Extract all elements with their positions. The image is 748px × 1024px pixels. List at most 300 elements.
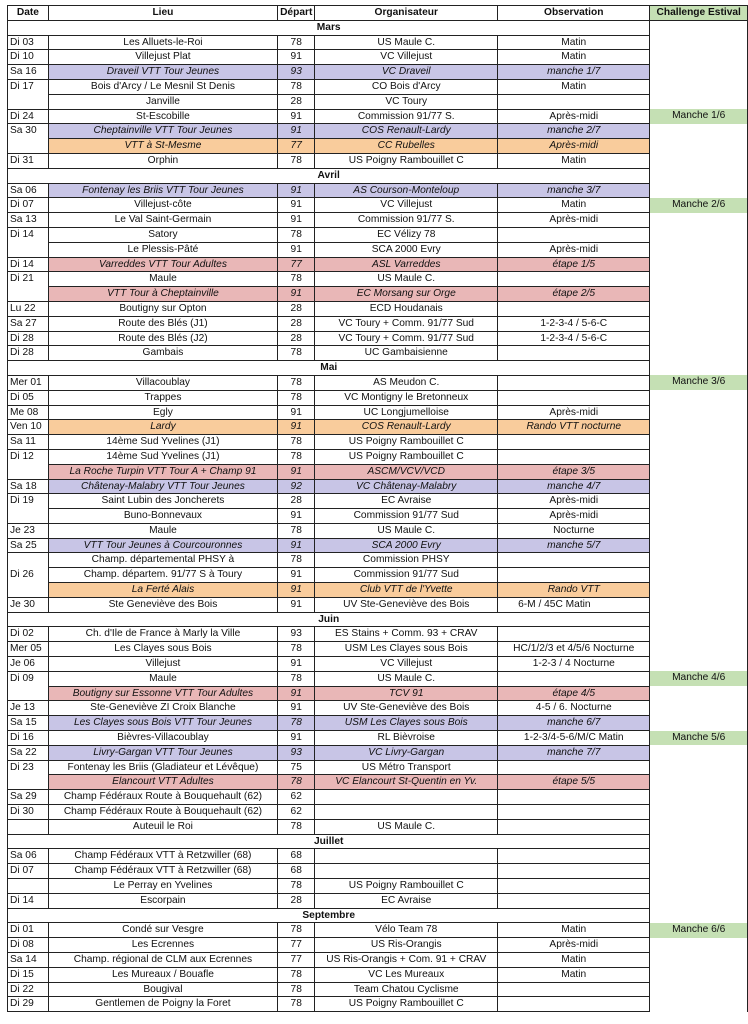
cell-challenge bbox=[650, 124, 748, 139]
cell-date: Di 24 bbox=[8, 109, 49, 124]
cell-challenge bbox=[650, 538, 748, 553]
cell-date bbox=[8, 242, 49, 257]
cell-lieu: Le Val Saint-Germain bbox=[48, 213, 277, 228]
cell-observation: manche 5/7 bbox=[498, 538, 650, 553]
cell-observation: Après-midi bbox=[498, 242, 650, 257]
cell-date bbox=[8, 553, 49, 568]
cell-lieu: Villacoublay bbox=[48, 375, 277, 390]
cell-challenge bbox=[650, 790, 748, 805]
cell-observation: Matin bbox=[498, 923, 650, 938]
cell-lieu: Les Mureaux / Bouafle bbox=[48, 967, 277, 982]
month-challenge-cell bbox=[650, 20, 748, 35]
table-row bbox=[8, 227, 748, 242]
table-row bbox=[8, 183, 748, 198]
cell-challenge: Manche 4/6 bbox=[650, 671, 748, 686]
header-challenge: Challenge Estival bbox=[650, 6, 748, 21]
cell-organisateur: Club VTT de l'Yvette bbox=[315, 583, 498, 598]
cell-lieu: Lardy bbox=[48, 420, 277, 435]
cell-lieu: Fontenay les Briis (Gladiateur et Lévêque) bbox=[48, 760, 277, 775]
month-title: Mars bbox=[8, 20, 650, 35]
cell-observation: étape 1/5 bbox=[498, 257, 650, 272]
cell-depart: 78 bbox=[278, 449, 315, 464]
cell-lieu: Champ. départemental PHSY à bbox=[48, 553, 277, 568]
month-title: Avril bbox=[8, 168, 650, 183]
cell-organisateur: VC Villejust bbox=[315, 50, 498, 65]
cell-lieu: Ch. d'Ile de France à Marly la Ville bbox=[48, 627, 277, 642]
month-row bbox=[8, 908, 748, 923]
cell-challenge bbox=[650, 553, 748, 568]
cell-lieu: Bois d'Arcy / Le Mesnil St Denis bbox=[48, 79, 277, 94]
cell-organisateur: EC Vélizy 78 bbox=[315, 227, 498, 242]
cell-depart: 28 bbox=[278, 494, 315, 509]
cell-challenge bbox=[650, 346, 748, 361]
cell-date: Sa 22 bbox=[8, 745, 49, 760]
cell-lieu: Bougival bbox=[48, 982, 277, 997]
month-title: Septembre bbox=[8, 908, 650, 923]
table-row bbox=[8, 509, 748, 524]
cell-lieu: Le Perray en Yvelines bbox=[48, 879, 277, 894]
table-row bbox=[8, 923, 748, 938]
cell-observation bbox=[498, 760, 650, 775]
cell-challenge bbox=[650, 879, 748, 894]
table-row bbox=[8, 953, 748, 968]
cell-observation: Après-midi bbox=[498, 938, 650, 953]
cell-organisateur: COS Renault-Lardy bbox=[315, 420, 498, 435]
cell-observation bbox=[498, 568, 650, 583]
cell-depart: 28 bbox=[278, 893, 315, 908]
cell-date: Me 08 bbox=[8, 405, 49, 420]
cell-organisateur: US Ris-Orangis bbox=[315, 938, 498, 953]
cell-date: Sa 13 bbox=[8, 213, 49, 228]
cell-organisateur: UC Longjumelloise bbox=[315, 405, 498, 420]
cell-date bbox=[8, 879, 49, 894]
table-row bbox=[8, 375, 748, 390]
cell-observation bbox=[498, 435, 650, 450]
cell-depart: 78 bbox=[278, 153, 315, 168]
cell-organisateur: Commission 91/77 S. bbox=[315, 213, 498, 228]
cell-depart: 78 bbox=[278, 775, 315, 790]
cell-lieu: Les Clayes sous Bois VTT Tour Jeunes bbox=[48, 716, 277, 731]
cell-challenge bbox=[650, 657, 748, 672]
cell-observation: Matin bbox=[498, 50, 650, 65]
cell-observation bbox=[498, 982, 650, 997]
cell-observation: Matin bbox=[498, 953, 650, 968]
cell-lieu: La Ferté Alais bbox=[48, 583, 277, 598]
cell-challenge bbox=[650, 716, 748, 731]
cell-challenge bbox=[650, 242, 748, 257]
cell-lieu: Orphin bbox=[48, 153, 277, 168]
table-row bbox=[8, 819, 748, 834]
cell-lieu: Villejust bbox=[48, 657, 277, 672]
table-row bbox=[8, 657, 748, 672]
month-title: Juillet bbox=[8, 834, 650, 849]
cell-organisateur: USM Les Clayes sous Bois bbox=[315, 716, 498, 731]
cell-observation: Matin bbox=[498, 198, 650, 213]
cell-date: Di 09 bbox=[8, 671, 49, 686]
cell-organisateur: Team Chatou Cyclisme bbox=[315, 982, 498, 997]
cell-challenge bbox=[650, 523, 748, 538]
cell-organisateur: VC Les Mureaux bbox=[315, 967, 498, 982]
cell-depart: 91 bbox=[278, 242, 315, 257]
table-row bbox=[8, 301, 748, 316]
cell-observation bbox=[498, 849, 650, 864]
cell-organisateur: ASCM/VCV/VCD bbox=[315, 464, 498, 479]
cell-challenge bbox=[650, 627, 748, 642]
cell-depart: 78 bbox=[278, 272, 315, 287]
cell-observation: Matin bbox=[498, 35, 650, 50]
table-row bbox=[8, 435, 748, 450]
cell-challenge bbox=[650, 997, 748, 1012]
cell-organisateur: VC Draveil bbox=[315, 65, 498, 80]
cell-challenge bbox=[650, 50, 748, 65]
cell-challenge bbox=[650, 449, 748, 464]
cell-date: Di 10 bbox=[8, 50, 49, 65]
cell-lieu: Champ Fédéraux Route à Bouquehault (62) bbox=[48, 790, 277, 805]
cell-challenge bbox=[650, 139, 748, 154]
month-challenge-cell bbox=[650, 612, 748, 627]
cell-date: Di 29 bbox=[8, 997, 49, 1012]
cell-date: Di 15 bbox=[8, 967, 49, 982]
cell-lieu: Gambais bbox=[48, 346, 277, 361]
cell-observation: Rando VTT nocturne bbox=[498, 420, 650, 435]
cell-lieu: Boutigny sur Opton bbox=[48, 301, 277, 316]
cell-date: Je 23 bbox=[8, 523, 49, 538]
cell-depart: 91 bbox=[278, 568, 315, 583]
cell-date: Lu 22 bbox=[8, 301, 49, 316]
cell-depart: 68 bbox=[278, 864, 315, 879]
cell-observation bbox=[498, 819, 650, 834]
cell-challenge bbox=[650, 953, 748, 968]
cell-depart: 91 bbox=[278, 183, 315, 198]
cell-challenge bbox=[650, 805, 748, 820]
cell-challenge bbox=[650, 982, 748, 997]
cell-depart: 91 bbox=[278, 213, 315, 228]
month-row bbox=[8, 168, 748, 183]
cell-depart: 93 bbox=[278, 627, 315, 642]
cell-organisateur: AS Courson-Monteloup bbox=[315, 183, 498, 198]
cell-lieu: Trappes bbox=[48, 390, 277, 405]
cell-challenge bbox=[650, 849, 748, 864]
cell-date: Di 28 bbox=[8, 331, 49, 346]
cell-date: Di 16 bbox=[8, 731, 49, 746]
cell-challenge bbox=[650, 819, 748, 834]
cell-observation: Après-midi bbox=[498, 109, 650, 124]
cell-challenge bbox=[650, 272, 748, 287]
cell-observation: Matin bbox=[498, 79, 650, 94]
cell-challenge bbox=[650, 227, 748, 242]
cell-observation bbox=[498, 272, 650, 287]
table-row bbox=[8, 272, 748, 287]
month-challenge-cell bbox=[650, 168, 748, 183]
table-row bbox=[8, 671, 748, 686]
cell-depart: 91 bbox=[278, 509, 315, 524]
cell-challenge bbox=[650, 509, 748, 524]
table-row bbox=[8, 94, 748, 109]
cell-observation: 1-2-3-4 / 5-6-C bbox=[498, 316, 650, 331]
cell-observation: manche 4/7 bbox=[498, 479, 650, 494]
cell-lieu: Saint Lubin des Joncherets bbox=[48, 494, 277, 509]
cell-challenge bbox=[650, 65, 748, 80]
month-title: Mai bbox=[8, 361, 650, 376]
month-challenge-cell bbox=[650, 834, 748, 849]
table-row bbox=[8, 597, 748, 612]
cell-lieu: VTT à St-Mesme bbox=[48, 139, 277, 154]
cell-observation: 1-2-3 / 4 Nocturne bbox=[498, 657, 650, 672]
cell-lieu: Champ Fédéraux Route à Bouquehault (62) bbox=[48, 805, 277, 820]
cell-lieu: Gentlemen de Poigny la Foret bbox=[48, 997, 277, 1012]
cell-observation: Après-midi bbox=[498, 213, 650, 228]
cell-challenge bbox=[650, 583, 748, 598]
cell-depart: 78 bbox=[278, 997, 315, 1012]
month-row bbox=[8, 612, 748, 627]
cell-lieu: Route des Blés (J1) bbox=[48, 316, 277, 331]
cell-lieu: VTT Tour Jeunes à Courcouronnes bbox=[48, 538, 277, 553]
cell-date: Di 19 bbox=[8, 494, 49, 509]
cell-organisateur: US Métro Transport bbox=[315, 760, 498, 775]
cell-lieu: Ste Geneviève des Bois bbox=[48, 597, 277, 612]
table-row bbox=[8, 523, 748, 538]
cell-challenge bbox=[650, 213, 748, 228]
cell-date: Sa 16 bbox=[8, 65, 49, 80]
cell-challenge bbox=[650, 35, 748, 50]
cell-lieu: Janville bbox=[48, 94, 277, 109]
table-row bbox=[8, 287, 748, 302]
cell-organisateur: UV Ste-Geneviève des Bois bbox=[315, 701, 498, 716]
cell-organisateur: VC Toury bbox=[315, 94, 498, 109]
table-row bbox=[8, 701, 748, 716]
cell-date: Sa 30 bbox=[8, 124, 49, 139]
cell-depart: 91 bbox=[278, 583, 315, 598]
cell-lieu: Draveil VTT Tour Jeunes bbox=[48, 65, 277, 80]
cell-date: Di 21 bbox=[8, 272, 49, 287]
table-row bbox=[8, 390, 748, 405]
cell-lieu: Escorpain bbox=[48, 893, 277, 908]
month-row bbox=[8, 361, 748, 376]
cell-depart: 78 bbox=[278, 923, 315, 938]
cell-challenge: Manche 3/6 bbox=[650, 375, 748, 390]
cell-depart: 78 bbox=[278, 671, 315, 686]
table-row bbox=[8, 805, 748, 820]
cell-lieu: Les Ecrennes bbox=[48, 938, 277, 953]
cell-challenge bbox=[650, 864, 748, 879]
cell-organisateur: UV Ste-Geneviève des Bois bbox=[315, 597, 498, 612]
cell-organisateur: US Poigny Rambouillet C bbox=[315, 997, 498, 1012]
cell-date: Di 31 bbox=[8, 153, 49, 168]
cell-date: Sa 25 bbox=[8, 538, 49, 553]
cell-challenge bbox=[650, 893, 748, 908]
cell-challenge bbox=[650, 494, 748, 509]
table-row bbox=[8, 139, 748, 154]
cell-organisateur: VC Villejust bbox=[315, 657, 498, 672]
table-row bbox=[8, 213, 748, 228]
cell-organisateur: VC Montigny le Bretonneux bbox=[315, 390, 498, 405]
table-row bbox=[8, 420, 748, 435]
cell-depart: 68 bbox=[278, 849, 315, 864]
cell-lieu: Cheptainville VTT Tour Jeunes bbox=[48, 124, 277, 139]
cell-depart: 91 bbox=[278, 731, 315, 746]
cell-date: Di 08 bbox=[8, 938, 49, 953]
table-row bbox=[8, 153, 748, 168]
cell-challenge bbox=[650, 597, 748, 612]
cell-date: Di 17 bbox=[8, 79, 49, 94]
table-row bbox=[8, 257, 748, 272]
cell-challenge bbox=[650, 642, 748, 657]
cell-date: Di 30 bbox=[8, 805, 49, 820]
cell-date: Ven 10 bbox=[8, 420, 49, 435]
cell-date: Di 14 bbox=[8, 893, 49, 908]
cell-organisateur: ES Stains + Comm. 93 + CRAV bbox=[315, 627, 498, 642]
month-challenge-cell bbox=[650, 361, 748, 376]
cell-lieu: Elancourt VTT Adultes bbox=[48, 775, 277, 790]
cell-organisateur bbox=[315, 790, 498, 805]
cell-depart: 28 bbox=[278, 301, 315, 316]
cell-date: Di 05 bbox=[8, 390, 49, 405]
calendar-body bbox=[8, 20, 748, 1011]
cell-depart: 93 bbox=[278, 65, 315, 80]
cell-organisateur: VC Livry-Gargan bbox=[315, 745, 498, 760]
cell-lieu: Condé sur Vesgre bbox=[48, 923, 277, 938]
cell-challenge bbox=[650, 405, 748, 420]
cell-challenge bbox=[650, 316, 748, 331]
cell-depart: 91 bbox=[278, 124, 315, 139]
cell-organisateur: RL Bièvroise bbox=[315, 731, 498, 746]
cell-observation: HC/1/2/3 et 4/5/6 Nocturne bbox=[498, 642, 650, 657]
table-row bbox=[8, 494, 748, 509]
cell-organisateur: COS Renault-Lardy bbox=[315, 124, 498, 139]
cell-observation bbox=[498, 94, 650, 109]
cell-lieu: Ste-Geneviève ZI Croix Blanche bbox=[48, 701, 277, 716]
cell-observation: 1-2-3/4-5-6/M/C Matin bbox=[498, 731, 650, 746]
cell-organisateur: UC Gambaisienne bbox=[315, 346, 498, 361]
cell-organisateur: Commission 91/77 Sud bbox=[315, 568, 498, 583]
cell-lieu: Auteuil le Roi bbox=[48, 819, 277, 834]
cell-observation bbox=[498, 805, 650, 820]
cell-organisateur: US Poigny Rambouillet C bbox=[315, 435, 498, 450]
table-row bbox=[8, 568, 748, 583]
cell-depart: 78 bbox=[278, 879, 315, 894]
table-row bbox=[8, 242, 748, 257]
cell-organisateur: CO Bois d'Arcy bbox=[315, 79, 498, 94]
cell-organisateur bbox=[315, 805, 498, 820]
cell-observation bbox=[498, 375, 650, 390]
cell-depart: 91 bbox=[278, 657, 315, 672]
cell-observation bbox=[498, 390, 650, 405]
cell-date: Sa 18 bbox=[8, 479, 49, 494]
cell-depart: 77 bbox=[278, 938, 315, 953]
table-row bbox=[8, 760, 748, 775]
table-row bbox=[8, 864, 748, 879]
cell-lieu: Maule bbox=[48, 671, 277, 686]
cell-depart: 77 bbox=[278, 953, 315, 968]
cell-date: Sa 06 bbox=[8, 849, 49, 864]
cell-depart: 78 bbox=[278, 79, 315, 94]
cell-observation bbox=[498, 346, 650, 361]
cell-observation bbox=[498, 790, 650, 805]
header-depart: Départ bbox=[278, 6, 315, 21]
header-row bbox=[8, 6, 748, 21]
calendar-table bbox=[7, 5, 748, 1012]
table-row bbox=[8, 50, 748, 65]
table-row bbox=[8, 553, 748, 568]
cell-date bbox=[8, 464, 49, 479]
month-title: Juin bbox=[8, 612, 650, 627]
cell-lieu: Champ Fédéraux VTT à Retzwiller (68) bbox=[48, 849, 277, 864]
cell-observation: manche 3/7 bbox=[498, 183, 650, 198]
cell-observation bbox=[498, 449, 650, 464]
cell-lieu: 14ème Sud Yvelines (J1) bbox=[48, 435, 277, 450]
table-row bbox=[8, 464, 748, 479]
table-row bbox=[8, 642, 748, 657]
cell-lieu: Maule bbox=[48, 272, 277, 287]
cell-lieu: Buno-Bonnevaux bbox=[48, 509, 277, 524]
cell-date: Mer 01 bbox=[8, 375, 49, 390]
table-row bbox=[8, 346, 748, 361]
cell-lieu: Le Plessis-Pâté bbox=[48, 242, 277, 257]
cell-depart: 78 bbox=[278, 523, 315, 538]
cell-lieu: Route des Blés (J2) bbox=[48, 331, 277, 346]
cell-organisateur bbox=[315, 864, 498, 879]
cell-date bbox=[8, 819, 49, 834]
cell-depart: 28 bbox=[278, 316, 315, 331]
cell-observation bbox=[498, 864, 650, 879]
table-row bbox=[8, 775, 748, 790]
cell-lieu: 14ème Sud Yvelines (J1) bbox=[48, 449, 277, 464]
table-row bbox=[8, 449, 748, 464]
table-row bbox=[8, 686, 748, 701]
cell-challenge bbox=[650, 464, 748, 479]
table-row bbox=[8, 879, 748, 894]
table-row bbox=[8, 316, 748, 331]
cell-organisateur bbox=[315, 849, 498, 864]
cell-lieu: Egly bbox=[48, 405, 277, 420]
table-row bbox=[8, 479, 748, 494]
cell-observation: Rando VTT bbox=[498, 583, 650, 598]
cell-organisateur: CC Rubelles bbox=[315, 139, 498, 154]
cell-organisateur: US Maule C. bbox=[315, 819, 498, 834]
cell-depart: 78 bbox=[278, 967, 315, 982]
cell-date: Di 23 bbox=[8, 760, 49, 775]
cell-date: Mer 05 bbox=[8, 642, 49, 657]
cell-date bbox=[8, 94, 49, 109]
cell-depart: 28 bbox=[278, 331, 315, 346]
cell-lieu: Satory bbox=[48, 227, 277, 242]
month-row bbox=[8, 20, 748, 35]
cell-lieu: Varreddes VTT Tour Adultes bbox=[48, 257, 277, 272]
cell-observation: Nocturne bbox=[498, 523, 650, 538]
cell-challenge bbox=[650, 257, 748, 272]
cell-organisateur: Commission 91/77 Sud bbox=[315, 509, 498, 524]
cell-organisateur: US Poigny Rambouillet C bbox=[315, 879, 498, 894]
cell-lieu: Les Clayes sous Bois bbox=[48, 642, 277, 657]
cell-depart: 92 bbox=[278, 479, 315, 494]
cell-challenge bbox=[650, 435, 748, 450]
table-row bbox=[8, 627, 748, 642]
cell-organisateur: EC Avraise bbox=[315, 893, 498, 908]
cell-organisateur: ECD Houdanais bbox=[315, 301, 498, 316]
cell-observation bbox=[498, 301, 650, 316]
cell-observation: 1-2-3-4 / 5-6-C bbox=[498, 331, 650, 346]
cell-organisateur: TCV 91 bbox=[315, 686, 498, 701]
cell-challenge bbox=[650, 153, 748, 168]
cell-challenge bbox=[650, 686, 748, 701]
cell-challenge bbox=[650, 390, 748, 405]
table-row bbox=[8, 198, 748, 213]
cell-observation: étape 4/5 bbox=[498, 686, 650, 701]
cell-observation: étape 3/5 bbox=[498, 464, 650, 479]
cell-organisateur: Vélo Team 78 bbox=[315, 923, 498, 938]
table-row bbox=[8, 109, 748, 124]
cell-organisateur: EC Morsang sur Orge bbox=[315, 287, 498, 302]
